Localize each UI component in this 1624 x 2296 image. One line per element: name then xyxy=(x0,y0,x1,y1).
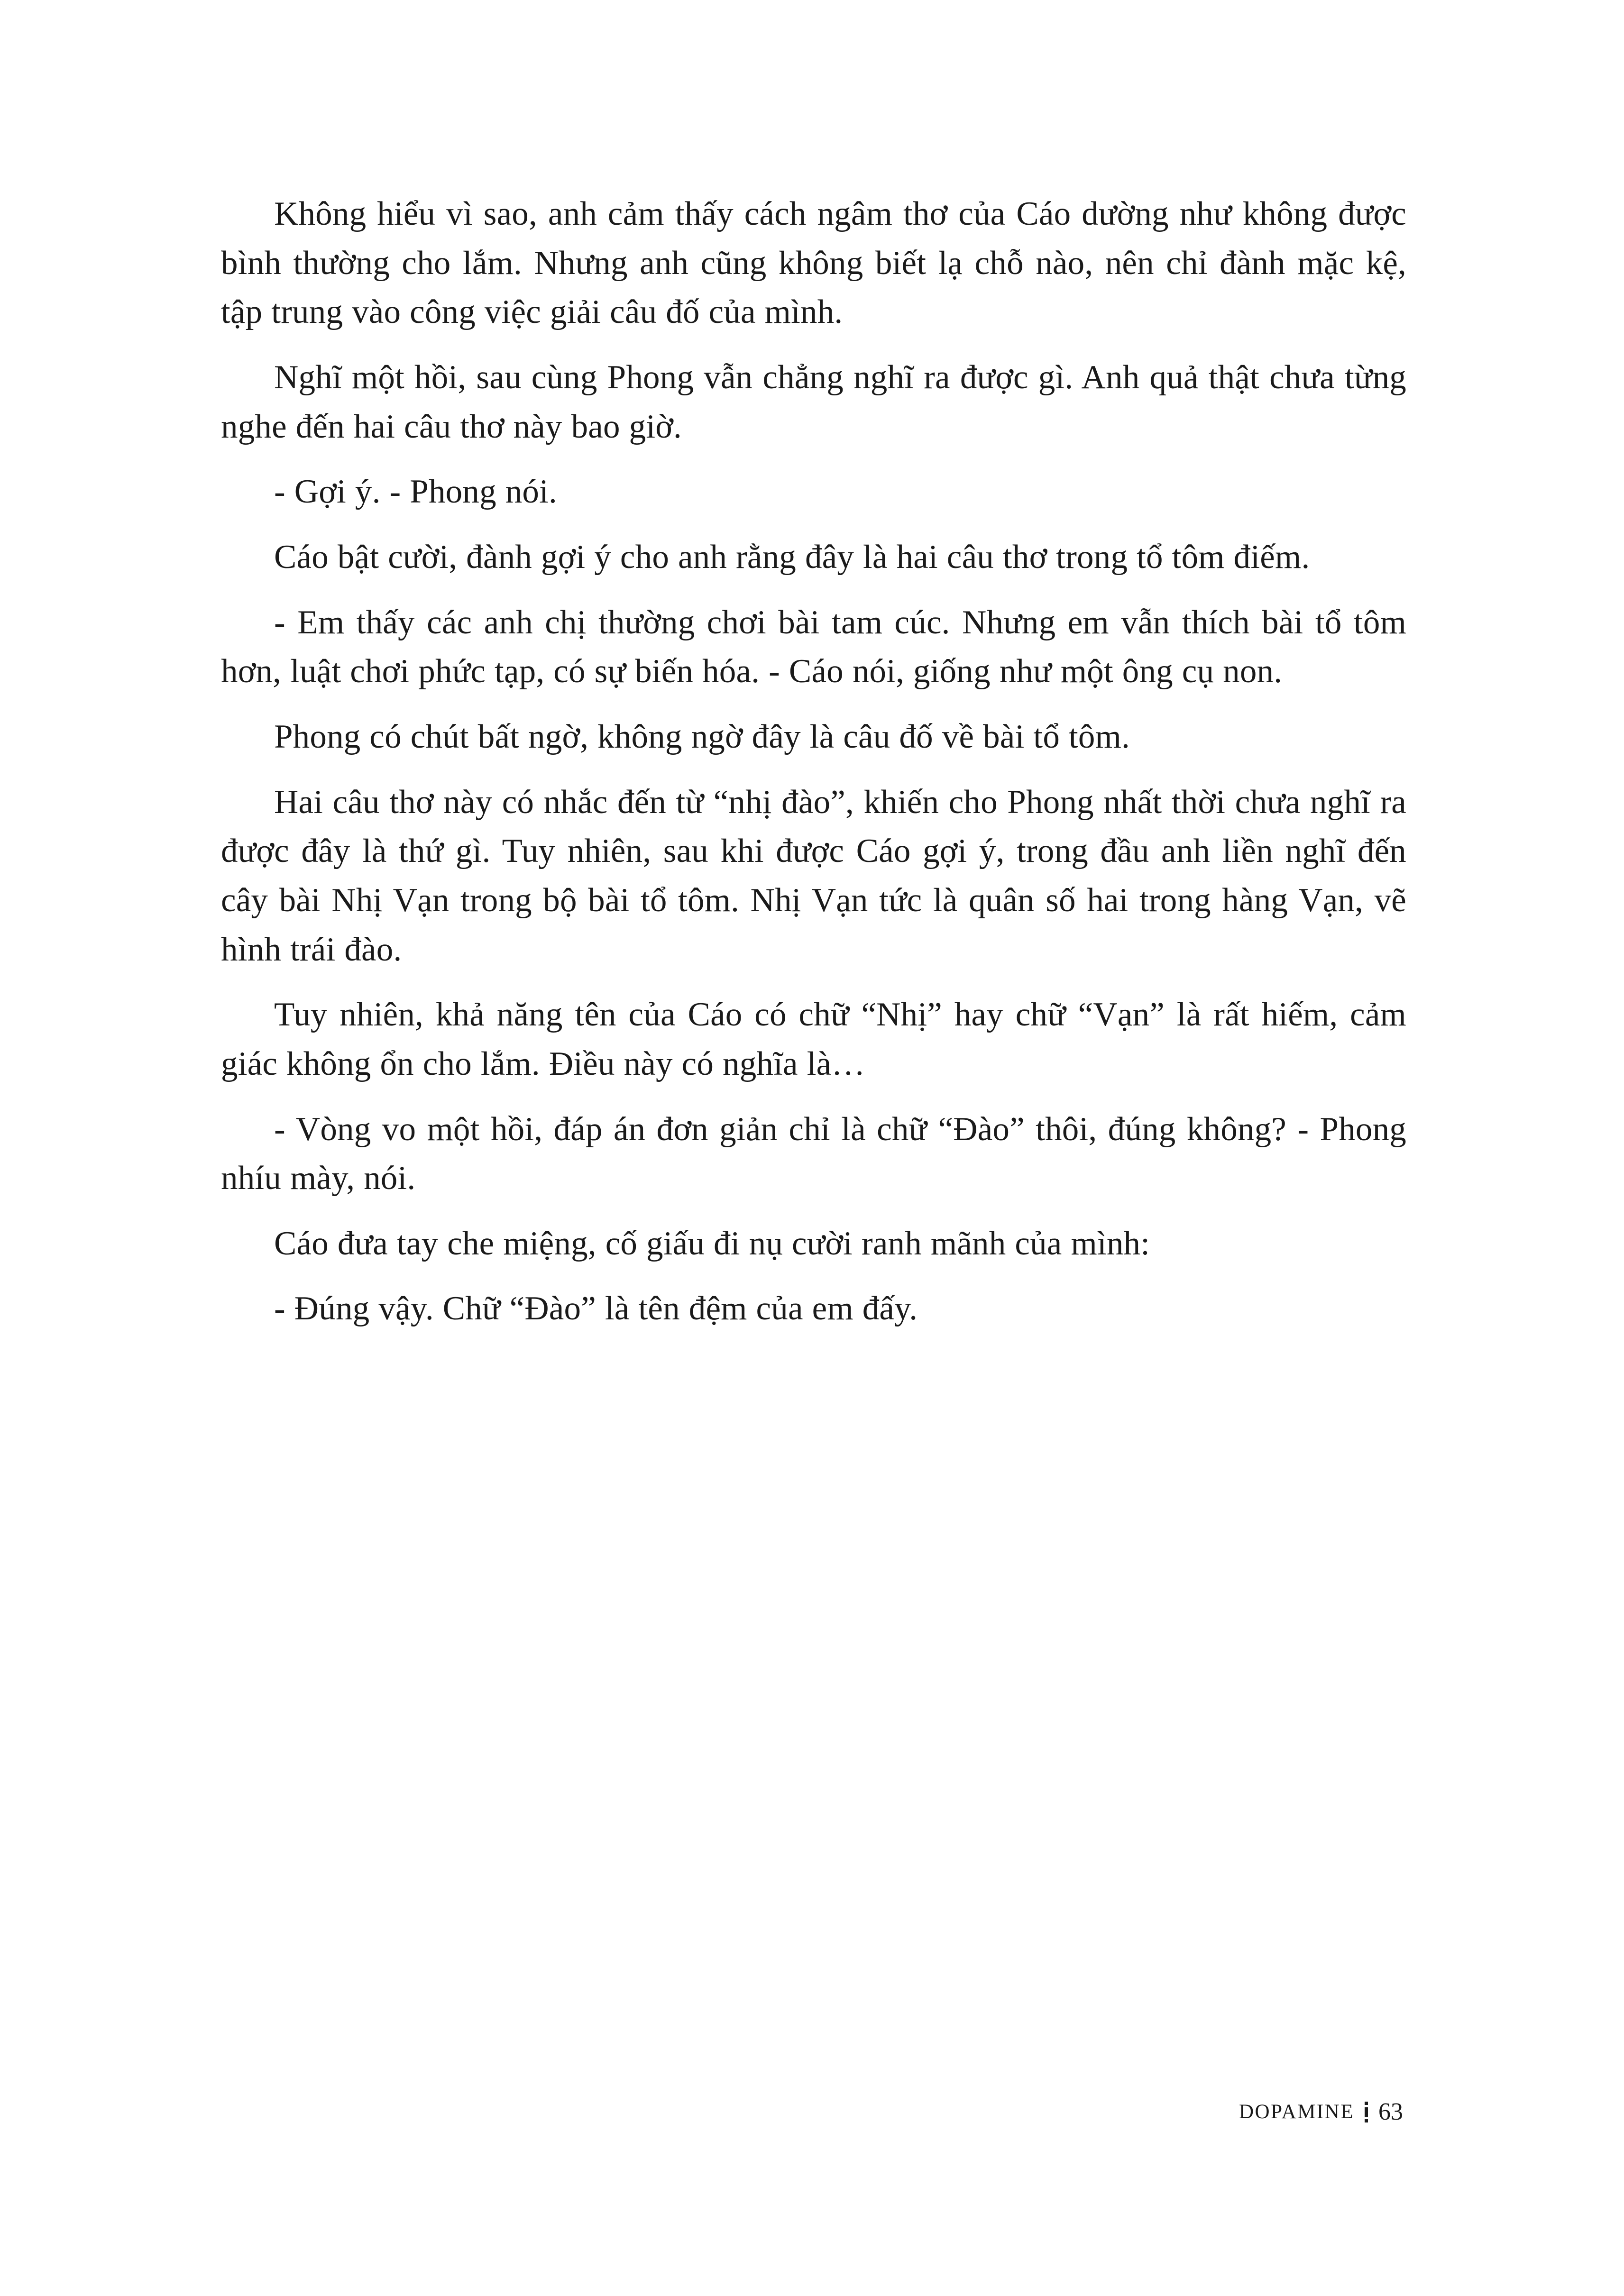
paragraph: - Vòng vo một hồi, đáp án đơn giản chỉ là chữ “Đào” thôi, đúng không? - Phong nhíu mày, nói. xyxy=(221,1110,1406,1197)
paragraph: - Em thấy các anh chị thường chơi bài tam cúc. Nhưng em vẫn thích bài tổ tôm hơn, luật chơi phức tạp, có sự biến hóa. - Cáo nói, giống như một ông cụ non. xyxy=(221,604,1406,690)
footer-book-title: DOPAMINE xyxy=(1239,2101,1354,2123)
paragraph: Cáo bật cười, đành gợi ý cho anh rằng đây là hai câu thơ trong tổ tôm điếm. xyxy=(274,538,1310,576)
page-number: 63 xyxy=(1378,2098,1403,2125)
page-footer xyxy=(221,2098,1403,2126)
body-text xyxy=(221,190,1406,1334)
paragraph: Nghĩ một hồi, sau cùng Phong vẫn chẳng nghĩ ra được gì. Anh quả thật chưa từng nghe đến hai câu thơ này bao giờ. xyxy=(221,358,1406,445)
dot-divider-icon xyxy=(1365,2101,1368,2123)
paragraph: Cáo đưa tay che miệng, cố giấu đi nụ cười ranh mãnh của mình: xyxy=(274,1225,1150,1262)
paragraph: Phong có chút bất ngờ, không ngờ đây là câu đố về bài tổ tôm. xyxy=(274,718,1130,755)
paragraph: Tuy nhiên, khả năng tên của Cáo có chữ “Nhị” hay chữ “Vạn” là rất hiếm, cảm giác không ổn cho lắm. Điều này có nghĩa là… xyxy=(221,996,1406,1082)
paragraph: - Đúng vậy. Chữ “Đào” là tên đệm của em đấy. xyxy=(274,1290,918,1327)
paragraph: Hai câu thơ này có nhắc đến từ “nhị đào”, khiến cho Phong nhất thời chưa nghĩ ra được đây là thứ gì. Tuy nhiên, sau khi được Cáo gợi ý, trong đầu anh liền nghĩ đến cây bài Nhị Vạn trong bộ bài tổ tôm. Nhị Vạn tức là quân số hai trong hàng Vạn, vẽ hình trái đào. xyxy=(221,783,1406,968)
paragraph: Không hiểu vì sao, anh cảm thấy cách ngâm thơ của Cáo dường như không được bình thường cho lắm. Nhưng anh cũng không biết lạ chỗ nào, nên chỉ đành mặc kệ, tập trung vào công việc giải câu đố của mình. xyxy=(221,195,1406,331)
paragraph: - Gợi ý. - Phong nói. xyxy=(274,473,557,511)
